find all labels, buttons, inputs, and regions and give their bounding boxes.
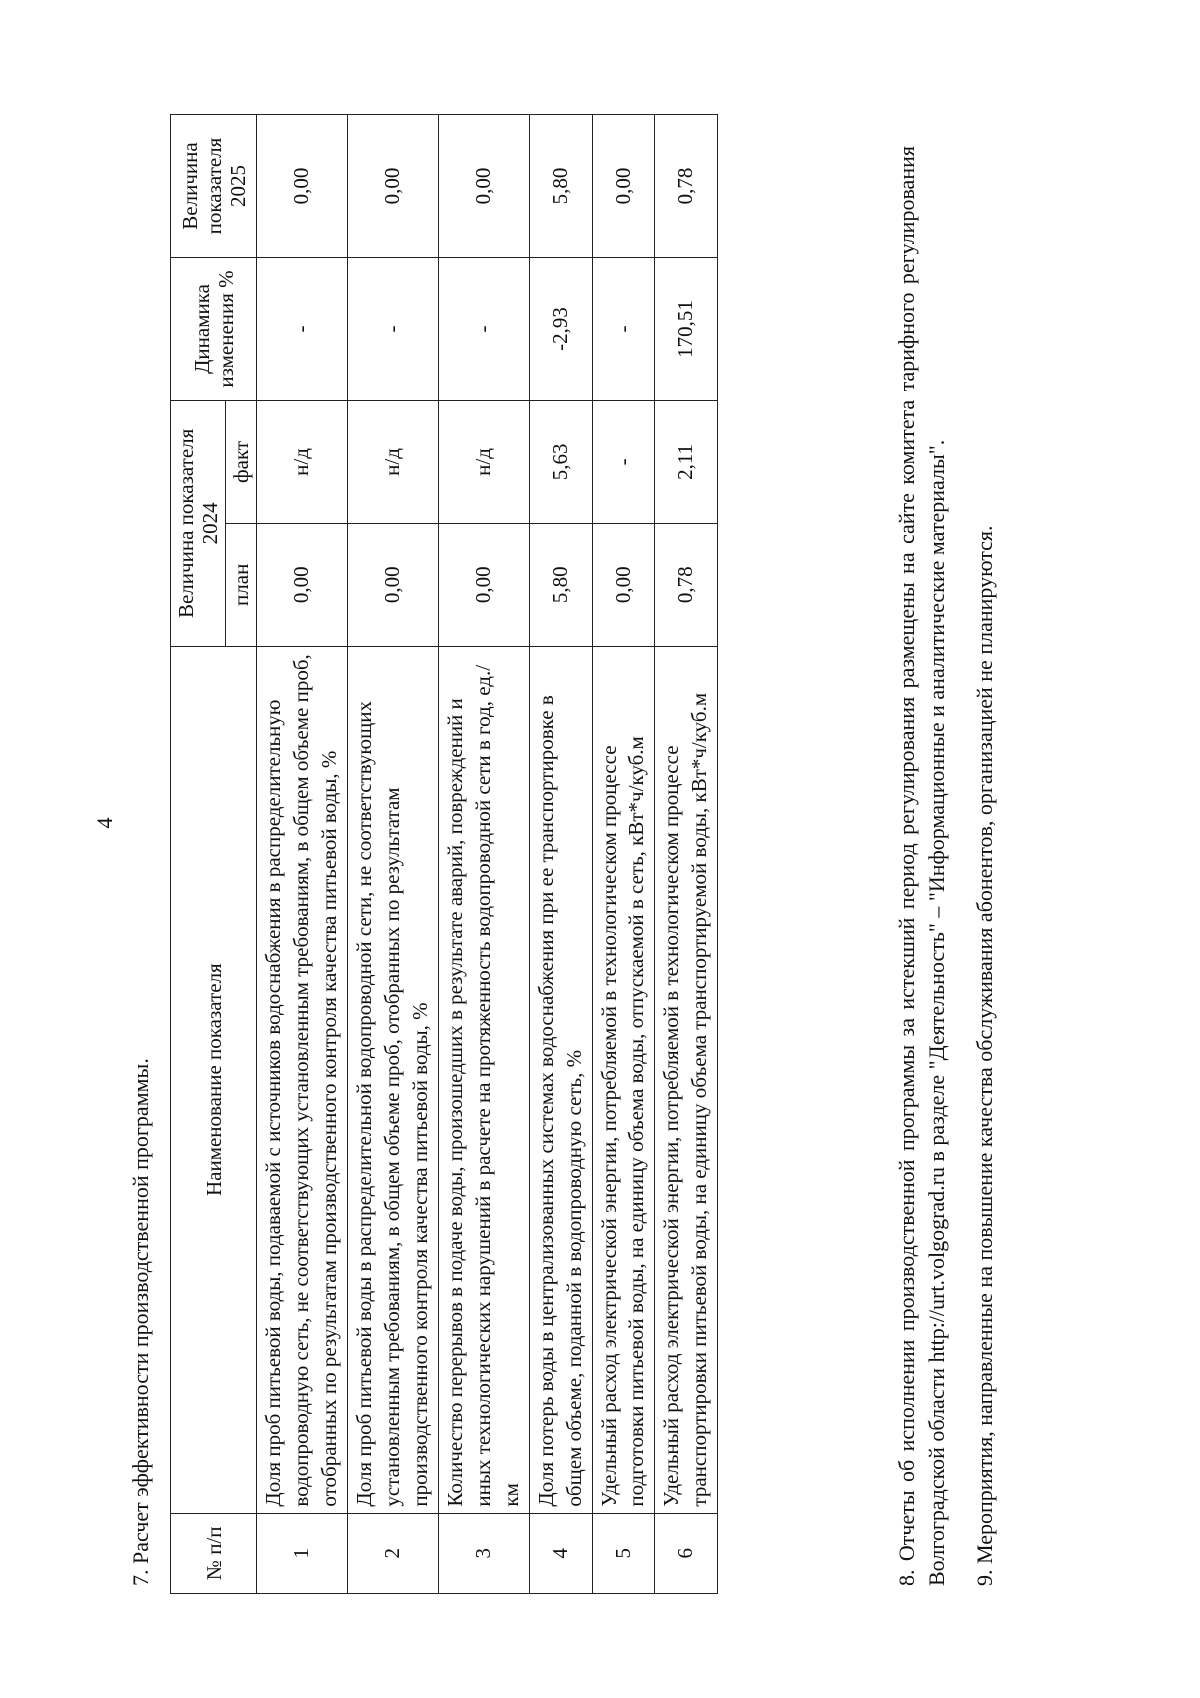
row-value-2025: 0,00 bbox=[438, 115, 529, 258]
row-plan: 0,00 bbox=[438, 523, 529, 646]
row-plan: 0,78 bbox=[655, 523, 718, 646]
table-row bbox=[529, 115, 592, 1594]
header-value-2025: Величина показателя 2025 bbox=[171, 115, 257, 258]
row-dynamics: -2,93 bbox=[529, 258, 592, 401]
header-dynamics: Динамика изменения % bbox=[171, 258, 257, 401]
row-value-2025: 5,80 bbox=[529, 115, 592, 258]
row-num: 2 bbox=[348, 1513, 439, 1593]
table-row bbox=[592, 115, 655, 1594]
note-reports: 8. Отчеты об исполнении производственной программы за истекший период регулирования размещены на сайте комитета тарифного регулирования Волгоградской области http://urt.volgograd.ru в разделе "Деятельность" – "Информационные и аналитические материалы". bbox=[894, 146, 950, 1586]
row-name: Количество перерывов в подаче воды, произошедших в результате аварий, повреждений и иных технологических нарушений в расчете на протяженность водопроводной сети в год, ед./км bbox=[438, 646, 529, 1513]
efficiency-table bbox=[170, 114, 718, 1594]
row-dynamics: - bbox=[438, 258, 529, 401]
row-value-2025: 0,00 bbox=[348, 115, 439, 258]
row-fact: н/д bbox=[348, 400, 439, 523]
row-value-2025: 0,00 bbox=[257, 115, 348, 258]
row-fact: - bbox=[592, 400, 655, 523]
note-measures: 9. Мероприятия, направленные на повышение качества обслуживания абонентов, организацией не планируются. bbox=[972, 525, 997, 1586]
row-value-2025: 0,00 bbox=[592, 115, 655, 258]
row-name: Удельный расход электрической энергии, потребляемой в технологическом процессе транспортировки питьевой воды, на единицу объема транспортируемой воды, кВт*ч/куб.м bbox=[655, 646, 718, 1513]
row-fact: н/д bbox=[257, 400, 348, 523]
row-fact: 5,63 bbox=[529, 400, 592, 523]
table-header-row bbox=[171, 115, 226, 1594]
row-plan: 5,80 bbox=[529, 523, 592, 646]
row-dynamics: - bbox=[592, 258, 655, 401]
table-row bbox=[348, 115, 439, 1594]
row-num: 6 bbox=[655, 1513, 718, 1593]
row-name: Доля потерь воды в централизованных системах водоснабжения при ее транспортировке в общем объеме, поданной в водопроводную сеть, % bbox=[529, 646, 592, 1513]
row-plan: 0,00 bbox=[348, 523, 439, 646]
row-fact: 2,11 bbox=[655, 400, 718, 523]
row-dynamics: - bbox=[257, 258, 348, 401]
header-name: Наименование показателя bbox=[171, 646, 257, 1513]
row-num: 4 bbox=[529, 1513, 592, 1593]
header-num: № п/п bbox=[171, 1513, 257, 1593]
row-dynamics: 170,51 bbox=[655, 258, 718, 401]
row-name: Удельный расход электрической энергии, потребляемой в технологическом процессе подготовки питьевой воды, на единицу объема воды, отпускаемой в сеть, кВт*ч/куб.м bbox=[592, 646, 655, 1513]
row-name: Доля проб питьевой воды, подаваемой с источников водоснабжения в распределительную водопроводную сеть, не соответствующих установленным требованиям, в общем объеме проб, отобранных по результатам производственного контроля качества питьевой воды, % bbox=[257, 646, 348, 1513]
header-value-2024: Величина показателя 2024 bbox=[171, 400, 226, 646]
table-row bbox=[438, 115, 529, 1594]
table-row bbox=[655, 115, 718, 1594]
row-plan: 0,00 bbox=[592, 523, 655, 646]
row-dynamics: - bbox=[348, 258, 439, 401]
row-value-2025: 0,78 bbox=[655, 115, 718, 258]
row-num: 3 bbox=[438, 1513, 529, 1593]
row-name: Доля проб питьевой воды в распределительной водопроводной сети, не соответствующих установленным требованиям, в общем объеме проб, отобранных по результатам производственного контроля качества питьевой воды, % bbox=[348, 646, 439, 1513]
row-plan: 0,00 bbox=[257, 523, 348, 646]
page-number: 4 bbox=[92, 817, 117, 829]
row-num: 5 bbox=[592, 1513, 655, 1593]
header-plan: план bbox=[226, 523, 257, 646]
row-fact: н/д bbox=[438, 400, 529, 523]
section-title: 7. Расчет эффективности производственной программы. bbox=[128, 1058, 153, 1586]
table-row bbox=[257, 115, 348, 1594]
row-num: 1 bbox=[257, 1513, 348, 1593]
header-fact: факт bbox=[226, 400, 257, 523]
